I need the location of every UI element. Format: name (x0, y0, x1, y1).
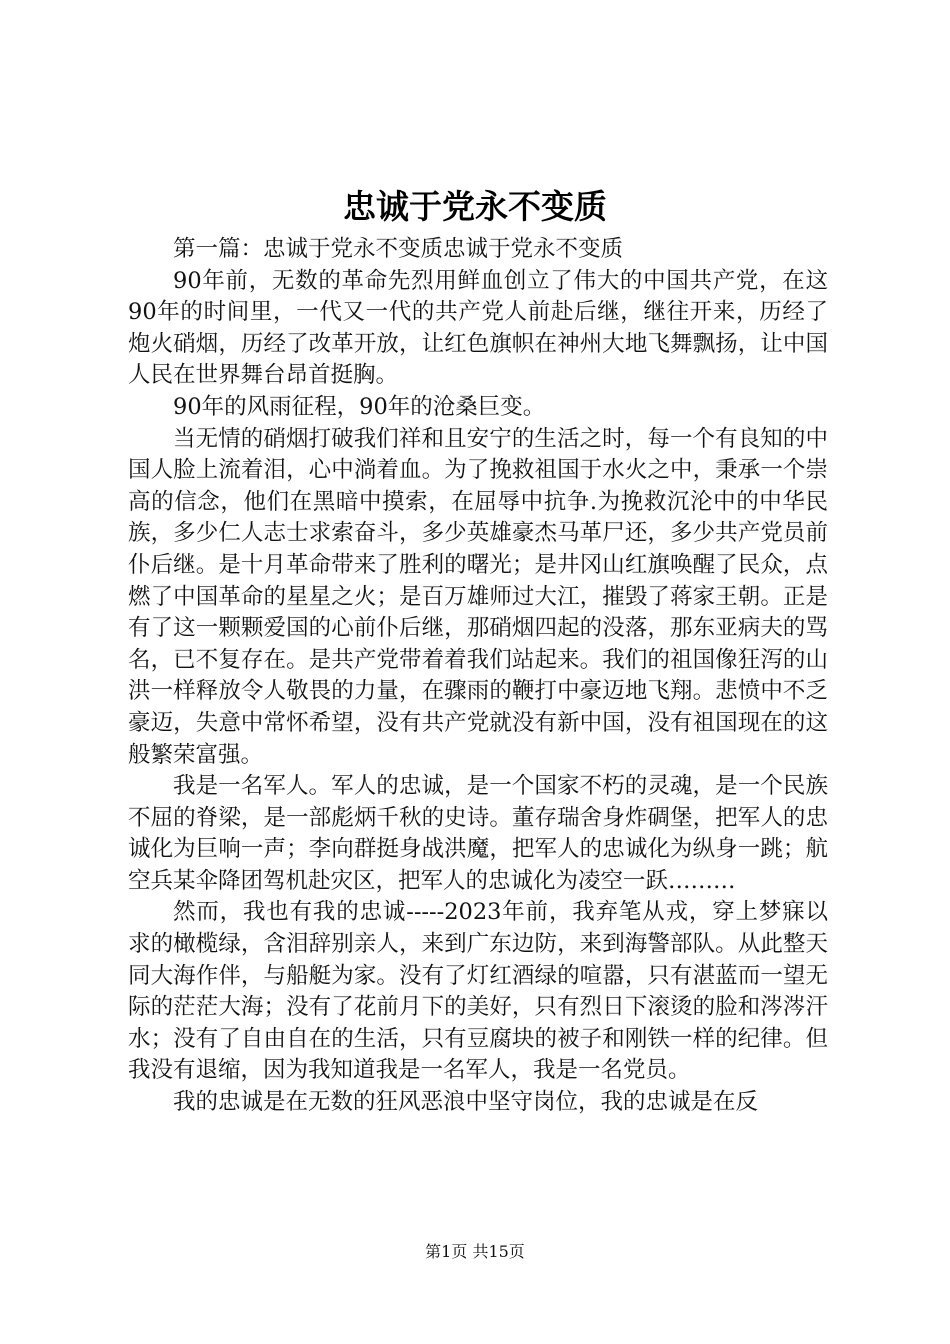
paragraph: 我的忠诚是在无数的狂风恶浪中坚守岗位，我的忠诚是在反 (173, 1089, 759, 1116)
paragraph: 然而，我也有我的忠诚-----2023年前，我弃笔从戎，穿上梦寐以求的橄榄绿，含泪辞别亲人，来到广东边防，来到海警部队。从此整天同大海作伴，与船艇为家。没有了灯红酒绿的喧嚣，只有湛蓝而一望无际的茫茫大海；没有了花前月下的美好，只有烈日下滚烫的脸和涔涔汗水；没有了自由自在的生活，只有豆腐块的被子和刚铁一样的纪律。但我没有退缩，因为我知道我是一名军人，我是一名党员。 (128, 899, 828, 1084)
document-body (128, 234, 828, 1119)
paragraph: 我是一名军人。军人的忠诚，是一个国家不朽的灵魂，是一个民族不屈的脊梁，是一部彪炳千秋的史诗。董存瑞舍身炸碉堡，把军人的忠诚化为巨响一声；李向群挺身战洪魔，把军人的忠诚化为纵身一跳；航空兵某伞降团驾机赴灾区，把军人的忠诚化为凌空一跃……… (128, 773, 828, 894)
paragraph: 90年的风雨征程，90年的沧桑巨变。 (173, 393, 546, 420)
paragraph: 第一篇：忠诚于党永不变质忠诚于党永不变质 (173, 236, 624, 262)
page-footer: 第1页 共15页 (425, 1242, 525, 1261)
paragraph: 90年前，无数的革命先烈用鲜血创立了伟大的中国共产党，在这90年的时间里，一代又一代的共产党人前赴后继，继往开来，历经了炮火硝烟，历经了改革开放，让红色旗帜在神州大地飞舞飘扬，让中国人民在世界舞台昂首挺胸。 (128, 267, 828, 389)
document-title: 忠诚于党永不变质 (343, 187, 607, 226)
paragraph: 当无情的硝烟打破我们祥和且安宁的生活之时，每一个有良知的中国人脸上流着泪，心中淌着血。为了挽救祖国于水火之中，秉承一个崇高的信念，他们在黑暗中摸索，在屈辱中抗争.为挽救沉沦中的中华民族，多少仁人志士求索奋斗，多少英雄豪杰马革尸还，多少共产党员前仆后继。是十月革命带来了胜利的曙光；是井冈山红旗唤醒了民众，点燃了中国革命的星星之火；是百万雄师过大江，摧毁了蒋家王朝。正是有了这一颗颗爱国的心前仆后继，那硝烟四起的没落，那东亚病夫的骂名，已不复存在。是共产党带着着我们站起来。我们的祖国像狂泻的山洪一样释放令人敬畏的力量，在骤雨的鞭打中豪迈地飞翔。悲愤中不乏豪迈，失意中常怀希望，没有共产党就没有新中国，没有祖国现在的这般繁荣富强。 (128, 425, 828, 768)
